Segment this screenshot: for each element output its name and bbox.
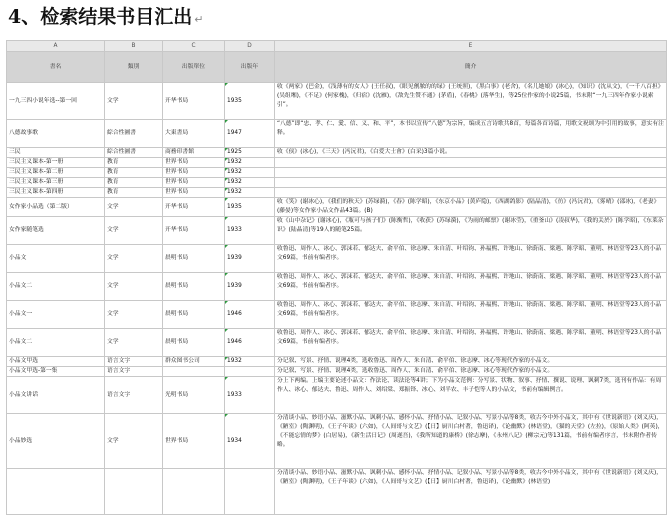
summary-cell[interactable]: 收《两家》(巴金)，《浅薄有的女人》(王任叔)，《眼见劊脓的的绿》(王统照)，《黑白事》(老舍)，《名儿她娘》(冰心)，《知识》(沈从文)，《一千八百担》(吴组缃)，《不足》(何家槐)，《归宿》(沈雁)，《敌先生赞不通》(茅盾)，《春桃》(落华生)，等25位作家的小说25篇，书末附“一九三四年作家小说索引”。 bbox=[275, 83, 667, 120]
book-title-cell[interactable]: 三民 bbox=[7, 148, 105, 158]
table-row bbox=[7, 367, 667, 377]
category-cell[interactable]: 教育 bbox=[105, 168, 163, 178]
summary-cell[interactable]: 分清谈小品、妙语小品、滋默小品、讽刺小品、感怀小品、抒情小品、记叙小品、写景小品等8类，收古今中外小品文，其中有《世说新语》(刘义庆)，《陋室》(陶渊明)，《王子年谈》(六如)，《人间哥与文艺》(【日】厨川白村著，鲁迅译)，《论幽默》(林语堂)，《猫的天堂》(左拉)，《原始人类》(阿英)，《不能忘情的梦》(白居易)，《新生活日记》(周遂吾)，《我所知道的康桥》(徐志摩)，《永州八记》(柳宗元)等131篇，书前有编者序言，书末附作者传略。 bbox=[275, 414, 667, 469]
year-cell[interactable]: 1933 bbox=[225, 217, 275, 245]
summary-cell[interactable] bbox=[275, 178, 667, 188]
spreadsheet bbox=[6, 40, 666, 485]
table-row bbox=[7, 83, 667, 120]
book-title-cell[interactable]: 小品文二 bbox=[7, 273, 105, 301]
table-row bbox=[7, 329, 667, 357]
year-cell[interactable]: 1935 bbox=[225, 198, 275, 217]
summary-cell[interactable] bbox=[275, 158, 667, 168]
table-row bbox=[7, 198, 667, 217]
category-cell[interactable]: 文学 bbox=[105, 83, 163, 120]
category-cell[interactable]: 语言文字 bbox=[105, 367, 163, 377]
table-row bbox=[7, 178, 667, 188]
year-cell[interactable]: 1932 bbox=[225, 357, 275, 367]
table-row bbox=[7, 217, 667, 245]
column-letter-c[interactable]: C bbox=[163, 41, 225, 52]
publisher-cell[interactable]: 世界书局 bbox=[163, 158, 225, 168]
publisher-cell[interactable]: 晨明书局 bbox=[163, 273, 225, 301]
publisher-cell[interactable]: 光明书局 bbox=[163, 377, 225, 414]
publisher-cell[interactable]: 开华书局 bbox=[163, 198, 225, 217]
category-cell[interactable]: 文学 bbox=[105, 414, 163, 469]
column-letter-a[interactable]: A bbox=[7, 41, 105, 52]
year-cell[interactable]: 1932 bbox=[225, 178, 275, 188]
book-title-cell[interactable]: 女作家小品选（第二版） bbox=[7, 198, 105, 217]
column-letter-b[interactable]: B bbox=[105, 41, 163, 52]
book-title-cell[interactable]: 小品文甲选-第一集 bbox=[7, 367, 105, 377]
category-cell[interactable] bbox=[105, 469, 163, 515]
publisher-cell[interactable] bbox=[163, 367, 225, 377]
year-cell[interactable] bbox=[225, 367, 275, 377]
summary-cell[interactable] bbox=[275, 168, 667, 178]
summary-cell[interactable]: 分清谈小品、妙语小品、滋默小品、讽刺小品、感怀小品、抒情小品、记叙小品、写景小品等8类，收古今中外小品文，其中有《世说新语》(刘义庆)，《陋室》(陶渊明)，《王子年谈》(六如)，《人间哥与文艺》(【日】厨川白村著，鲁迅译)，《论幽默》(林语堂) bbox=[275, 469, 667, 515]
summary-cell[interactable]: 分记叙、写景、抒情、说理4类，选收鲁迅、周作人、朱自清、俞平伯、徐志摩、冰心等现代作家的小品文。 bbox=[275, 367, 667, 377]
category-cell[interactable]: 文学 bbox=[105, 301, 163, 329]
year-cell[interactable]: 1939 bbox=[225, 245, 275, 273]
book-title-cell[interactable]: 小品文甲选 bbox=[7, 357, 105, 367]
year-cell[interactable]: 1935 bbox=[225, 83, 275, 120]
category-cell[interactable]: 綜合性圖書 bbox=[105, 148, 163, 158]
table-row bbox=[7, 148, 667, 158]
book-title-cell[interactable]: 小品文讲话 bbox=[7, 377, 105, 414]
category-cell[interactable]: 綜合性圖書 bbox=[105, 120, 163, 148]
publisher-cell[interactable] bbox=[163, 469, 225, 515]
publisher-cell[interactable]: 开华书局 bbox=[163, 83, 225, 120]
book-title-cell[interactable]: 八德故事歌 bbox=[7, 120, 105, 148]
year-cell[interactable]: 1932 bbox=[225, 188, 275, 198]
publisher-cell[interactable]: 世界书局 bbox=[163, 188, 225, 198]
page-heading bbox=[8, 4, 203, 30]
year-cell[interactable]: 1946 bbox=[225, 329, 275, 357]
book-title-cell[interactable]: 三民主义课本-第一册 bbox=[7, 158, 105, 168]
category-cell[interactable]: 教育 bbox=[105, 188, 163, 198]
year-cell[interactable]: 1925 bbox=[225, 148, 275, 158]
table-row bbox=[7, 469, 667, 515]
year-cell[interactable]: 1933 bbox=[225, 377, 275, 414]
summary-cell[interactable] bbox=[275, 188, 667, 198]
summary-cell[interactable]: 分记叙、写景、抒情、说理4类，选收鲁迅、周作人、朱自清、俞平伯、徐志摩、冰心等现代作家的小品文。 bbox=[275, 357, 667, 367]
year-cell[interactable]: 1947 bbox=[225, 120, 275, 148]
summary-cell[interactable]: 收《笑》(谢冰心)，《我们的秋天》(苏绿漪)，《春》(陈学昭)，《东京小品》(黄庐隐)，《西湖鸽影》(陆晶清)，《彷》(冯沅君)，《雾晴》(邵冰)，《老妻》(藤晏)等女作家小品文作品43篇。(B) bbox=[275, 198, 667, 217]
book-title-cell[interactable]: 小品文一 bbox=[7, 301, 105, 329]
header-title[interactable]: 書名 bbox=[7, 52, 105, 83]
summary-cell[interactable]: 收鲁迅、周作人、冰心、郭沫若、郁达夫、俞平伯、徐志摩、朱自清、叶绍钧、孙福熙、许地山、徐蔚南、梁遇、陈学昭、董明、林语堂等23人的小品文69篇，书前有编者序。 bbox=[275, 301, 667, 329]
book-title-cell[interactable]: 女作家随笔选 bbox=[7, 217, 105, 245]
summary-cell[interactable]: 收《山中杂记》(谢冰心)，《瓶可与孩子们》(陈衡哲)，《收获》(苏绿漪)，《为雨的邮票》(谢冰莹)，《重釜山》(凌叔华)，《我的关於》(陈学昭)，《东莱杂识》(陆晶清)等19人的随笔25篇。 bbox=[275, 217, 667, 245]
table-row bbox=[7, 377, 667, 414]
category-cell[interactable]: 教育 bbox=[105, 158, 163, 168]
results-table bbox=[6, 40, 667, 515]
book-title-cell[interactable]: 三民主义课本-第二册 bbox=[7, 168, 105, 178]
table-row bbox=[7, 168, 667, 178]
summary-cell[interactable]: 收鲁迅、周作人、冰心、郭沫若、郁达夫、俞平伯、徐志摩、朱自清、叶绍钧、孙福熙、许地山、徐蔚南、梁遇、陈学昭、董明、林语堂等23人的小品文69篇，书前有编者序。 bbox=[275, 329, 667, 357]
heading-title: 4、检索结果书目汇出 bbox=[8, 6, 193, 28]
summary-cell[interactable]: 分上下两编。上编主要论述小品文：作法论、读法论等4讲；下为小品文范例：分写景、状物、叙事、抒情、撰说、说理、讽刺7类，选刊有作品：有周作人、冰心、郁达夫、鲁迅、周作人、刘绍棠、郑振铎、冰心、刘半农、丰子恺等人的小品文，书前有编辑例言。 bbox=[275, 377, 667, 414]
year-cell[interactable]: 1946 bbox=[225, 301, 275, 329]
year-cell[interactable]: 1932 bbox=[225, 158, 275, 168]
summary-cell[interactable]: “八德”即“忠、孝、仁、愛、信、义、和、平”，本书以宣传“八德”为宗旨，编成五言诗歌共8首，每篇各首诗篇，用歌文祝颂为中引用的故事，意实有注释。 bbox=[275, 120, 667, 148]
table-row bbox=[7, 245, 667, 273]
table-row bbox=[7, 357, 667, 367]
summary-cell[interactable]: 收鲁迅、周作人、冰心、郭沫若、郁达夫、俞平伯、徐志摩、朱自清、叶绍钧、孙福熙、许地山、徐蔚南、梁遇、陈学昭、董明、林语堂等23人的小品文69篇，书前有编者序。 bbox=[275, 245, 667, 273]
publisher-cell[interactable]: 商務印書館 bbox=[163, 148, 225, 158]
publisher-cell[interactable]: 群众图书公司 bbox=[163, 357, 225, 367]
table-row bbox=[7, 301, 667, 329]
year-cell[interactable]: 1934 bbox=[225, 414, 275, 469]
book-title-cell[interactable]: 小品妙选 bbox=[7, 414, 105, 469]
publisher-cell[interactable]: 晨明书局 bbox=[163, 301, 225, 329]
category-cell[interactable]: 教育 bbox=[105, 178, 163, 188]
book-title-cell[interactable]: 三民主义课本-第四册 bbox=[7, 188, 105, 198]
book-title-cell[interactable]: 一九三四小说年选--第一回 bbox=[7, 83, 105, 120]
book-title-cell[interactable] bbox=[7, 469, 105, 515]
table-row bbox=[7, 158, 667, 168]
publisher-cell[interactable]: 世界书局 bbox=[163, 414, 225, 469]
category-cell[interactable]: 文学 bbox=[105, 245, 163, 273]
paragraph-mark-icon: ↵ bbox=[194, 13, 204, 26]
year-cell[interactable]: 1932 bbox=[225, 168, 275, 178]
table-body bbox=[7, 83, 667, 515]
year-cell[interactable]: 1939 bbox=[225, 273, 275, 301]
header-summary[interactable]: 簡介 bbox=[275, 52, 667, 83]
column-header-row bbox=[7, 52, 667, 83]
publisher-cell[interactable]: 晨明书局 bbox=[163, 245, 225, 273]
publisher-cell[interactable]: 开华书局 bbox=[163, 217, 225, 245]
book-title-cell[interactable]: 小品文二 bbox=[7, 329, 105, 357]
publisher-cell[interactable]: 晨明书局 bbox=[163, 329, 225, 357]
column-letter-e[interactable]: E bbox=[275, 41, 667, 52]
category-cell[interactable]: 文学 bbox=[105, 273, 163, 301]
table-row bbox=[7, 273, 667, 301]
category-cell[interactable]: 文学 bbox=[105, 217, 163, 245]
year-cell[interactable] bbox=[225, 469, 275, 515]
publisher-cell[interactable]: 世界书局 bbox=[163, 168, 225, 178]
table-row bbox=[7, 188, 667, 198]
summary-cell[interactable]: 收鲁迅、周作人、冰心、郭沫若、郁达夫、俞平伯、徐志摩、朱自清、叶绍钧、孙福熙、许地山、徐蔚南、梁遇、陈学昭、董明、林语堂等23人的小品文69篇，书前有编者序。 bbox=[275, 273, 667, 301]
publisher-cell[interactable]: 世界书局 bbox=[163, 178, 225, 188]
category-cell[interactable]: 文学 bbox=[105, 198, 163, 217]
column-letter-row bbox=[7, 41, 667, 52]
book-title-cell[interactable]: 小品文 bbox=[7, 245, 105, 273]
category-cell[interactable]: 语言文字 bbox=[105, 357, 163, 367]
header-publisher[interactable]: 出版單位 bbox=[163, 52, 225, 83]
summary-cell[interactable]: 收《侯》(冰心)，《三天》(冯沅君)，《白爱大士會》(白采)3篇小说。 bbox=[275, 148, 667, 158]
publisher-cell[interactable]: 大東書局 bbox=[163, 120, 225, 148]
header-year[interactable]: 出版年 bbox=[225, 52, 275, 83]
header-category[interactable]: 類別 bbox=[105, 52, 163, 83]
book-title-cell[interactable]: 三民主义课本-第三册 bbox=[7, 178, 105, 188]
table-row bbox=[7, 414, 667, 469]
column-letter-d[interactable]: D bbox=[225, 41, 275, 52]
category-cell[interactable]: 语言文字 bbox=[105, 377, 163, 414]
category-cell[interactable]: 文学 bbox=[105, 329, 163, 357]
table-row bbox=[7, 120, 667, 148]
